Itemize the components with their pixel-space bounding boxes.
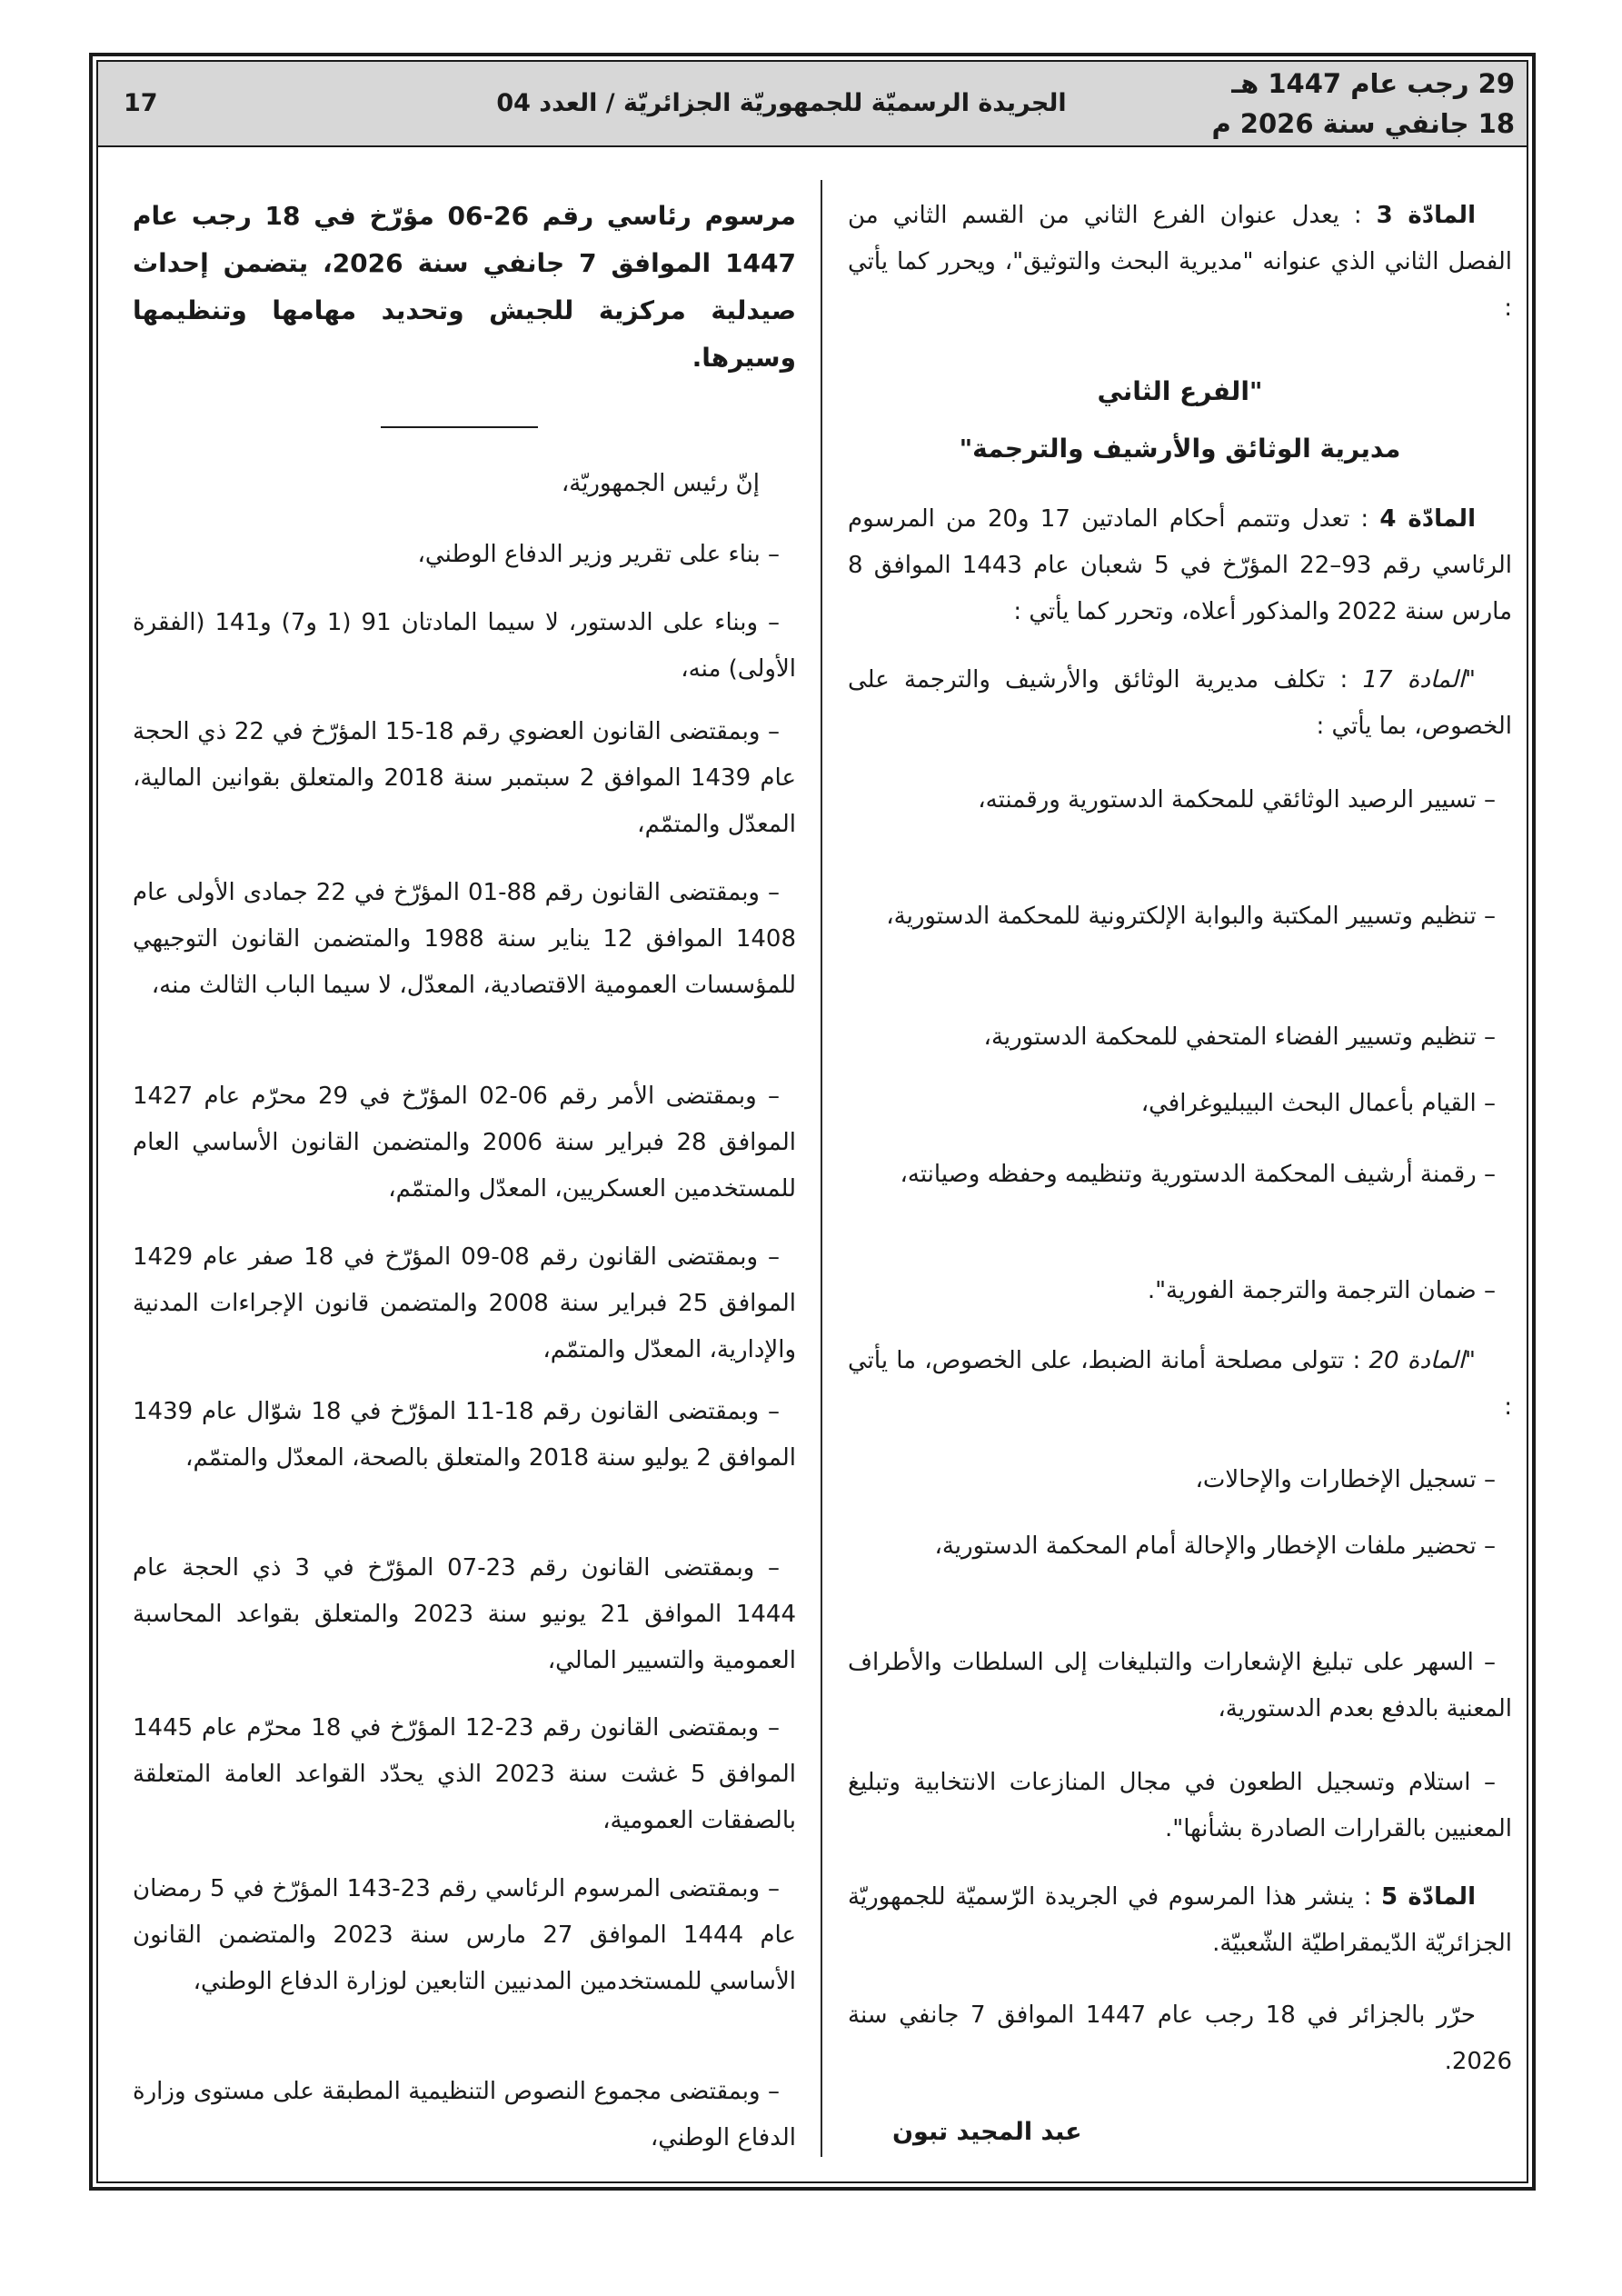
column-divider bbox=[821, 180, 822, 2157]
list-item: – ضمان الترجمة والترجمة الفورية". bbox=[1147, 1277, 1496, 1304]
section-heading: "الفرع الثاني bbox=[1097, 376, 1263, 406]
list-item: – تنظيم وتسيير المكتبة والبوابة الإلكترونية للمحكمة الدستورية، bbox=[886, 903, 1496, 930]
list-item: – القيام بأعمال البحث البيبليوغرافي، bbox=[1140, 1090, 1496, 1117]
left-column bbox=[133, 182, 796, 2172]
list-item: – تحضير ملفات الإخطار والإحالة أمام المحكمة الدستورية، bbox=[934, 1532, 1496, 1560]
signature: عبد المجيد تبون bbox=[892, 2118, 1082, 2146]
list-item: – وبمقتضى الأمر رقم 06-02 المؤرّخ في 29 محرّم عام 1427 الموافق 28 فبراير سنة 2006 والمتضمن القانون الأساسي العام للمستخدمين العسكريين، المعدّل والمتمّم، bbox=[133, 1083, 796, 1203]
list-item: – السهر على تبليغ الإشعارات والتبليغات إلى السلطات والأطراف المعنية بالدفع بعدم الدستورية، bbox=[848, 1649, 1512, 1722]
article-20 bbox=[848, 1338, 1512, 1431]
list-item: – وبمقتضى القانون العضوي رقم 18-15 المؤرّخ في 22 ذي الحجة عام 1439 الموافق 2 سبتمبر سنة 2018 والمتعلق بقوانين المالية، المعدّل والمتمّم، bbox=[133, 718, 796, 838]
article-5-label: المادّة 5 bbox=[1380, 1883, 1476, 1911]
article-20-label: "المادة 20 bbox=[1368, 1347, 1476, 1374]
article-3 bbox=[848, 193, 1512, 332]
header-date bbox=[1211, 64, 1515, 144]
article-3-label: المادّة 3 bbox=[1376, 202, 1476, 229]
list-item: – تنظيم وتسيير الفضاء المتحفي للمحكمة الدستورية، bbox=[983, 1023, 1496, 1051]
preamble-opening: إنّ رئيس الجمهوريّة، bbox=[561, 470, 760, 497]
section-subheading: مديرية الوثائق والأرشيف والترجمة" bbox=[959, 434, 1401, 464]
list-item: – وبمقتضى مجموع النصوص التنظيمية المطبقة على مستوى وزارة الدفاع الوطني، bbox=[133, 2078, 796, 2151]
title-separator bbox=[381, 426, 538, 428]
list-item: – استلام وتسجيل الطعون في مجال المنازعات الانتخابية وتبليغ المعنيين بالقرارات الصادرة بشأنها". bbox=[848, 1769, 1512, 1842]
gregorian-date: 18 جانفي سنة 2026 م bbox=[1211, 108, 1515, 139]
article-17-text: : تكلف مديرية الوثائق والأرشيف والترجمة على الخصوص، بما يأتي : bbox=[848, 666, 1512, 740]
page-number: 17 bbox=[124, 89, 158, 117]
list-item: – وبمقتضى القانون رقم 88-01 المؤرّخ في 22 جمادى الأولى عام 1408 الموافق 12 يناير سنة 1988 والمتضمن القانون التوجيهي للمؤسسات العمومية الاقتصادية، المعدّل، لا سيما الباب الثالث منه، bbox=[133, 879, 796, 999]
article-17-label: "المادة 17 bbox=[1362, 666, 1476, 694]
list-item: – وبمقتضى القانون رقم 23-07 المؤرّخ في 3 ذي الحجة عام 1444 الموافق 21 يونيو سنة 2023 والمتعلق بقواعد المحاسبة العمومية والتسيير المالي، bbox=[133, 1554, 796, 1674]
article-4-label: المادّة 4 bbox=[1379, 505, 1476, 533]
list-item: – تسجيل الإخطارات والإحالات، bbox=[1195, 1466, 1496, 1493]
article-5 bbox=[848, 1874, 1512, 1967]
journal-title: الجريدة الرسميّة للجمهوريّة الجزائريّة / العدد 04 bbox=[496, 89, 1067, 117]
article-4-text: : تعدل وتتمم أحكام المادتين 17 و20 من المرسوم الرئاسي رقم ⁦22–93⁩ المؤرّخ في 5 شعبان عام 1443 الموافق 8 مارس سنة 2022 والمذكور أعلاه، وتحرر كما يأتي : bbox=[848, 505, 1512, 625]
list-item: – وبمقتضى المرسوم الرئاسي رقم 23-143 المؤرّخ في 5 رمضان عام 1444 الموافق 27 مارس سنة 2023 والمتضمن القانون الأساسي للمستخدمين المدنيين التابعين لوزارة الدفاع الوطني، bbox=[133, 1875, 796, 1995]
list-item: – تسيير الرصيد الوثائقي للمحكمة الدستورية ورقمنته، bbox=[978, 786, 1496, 814]
done-at-statement: حرّر بالجزائر في 18 رجب عام 1447 الموافق 7 جانفي سنة 2026. bbox=[848, 2002, 1512, 2075]
list-item: – وبناء على الدستور، لا سيما المادتان 91 (1 و7) و141 (الفقرة الأولى) منه، bbox=[133, 609, 796, 683]
list-item: – وبمقتضى القانون رقم 08-09 المؤرّخ في 18 صفر عام 1429 الموافق 25 فبراير سنة 2008 والمتضمن قانون الإجراءات المدنية والإدارية، المعدّل والمتمّم، bbox=[133, 1243, 796, 1363]
hijri-date: 29 رجب عام 1447 هـ bbox=[1231, 68, 1515, 99]
decree-title: مرسوم رئاسي رقم 26-06 مؤرّخ في 18 رجب عام 1447 الموافق 7 جانفي سنة 2026، يتضمن إحداث صيدلية مركزية للجيش وتحديد مهامها وتنظيمها وسيرها. bbox=[133, 201, 796, 373]
right-column bbox=[848, 182, 1512, 2172]
list-item: – وبمقتضى القانون رقم 23-12 المؤرّخ في 18 محرّم عام 1445 الموافق 5 غشت سنة 2023 الذي يحدّد القواعد العامة المتعلقة بالصفقات العمومية، bbox=[133, 1714, 797, 1834]
article-5-text: : ينشر هذا المرسوم في الجريدة الرّسميّة للجمهوريّة الجزائريّة الدّيمقراطيّة الشّعبيّة. bbox=[848, 1883, 1512, 1957]
article-17 bbox=[848, 657, 1512, 750]
article-3-text: : يعدل عنوان الفرع الثاني من القسم الثاني من الفصل الثاني الذي عنوانه "مديرية البحث والتوثيق"، ويحرر كما يأتي : bbox=[848, 202, 1512, 322]
article-4 bbox=[848, 496, 1512, 635]
list-item: – رقمنة أرشيف المحكمة الدستورية وتنظيمه وحفظه وصيانته، bbox=[900, 1161, 1496, 1188]
article-20-text: : تتولى مصلحة أمانة الضبط، على الخصوص، ما يأتي : bbox=[848, 1347, 1512, 1421]
list-item: – بناء على تقرير وزير الدفاع الوطني، bbox=[417, 541, 780, 568]
list-item: – وبمقتضى القانون رقم 18-11 المؤرّخ في 18 شوّال عام 1439 الموافق 2 يوليو سنة 2018 والمتعلق بالصحة، المعدّل والمتمّم، bbox=[133, 1398, 796, 1472]
